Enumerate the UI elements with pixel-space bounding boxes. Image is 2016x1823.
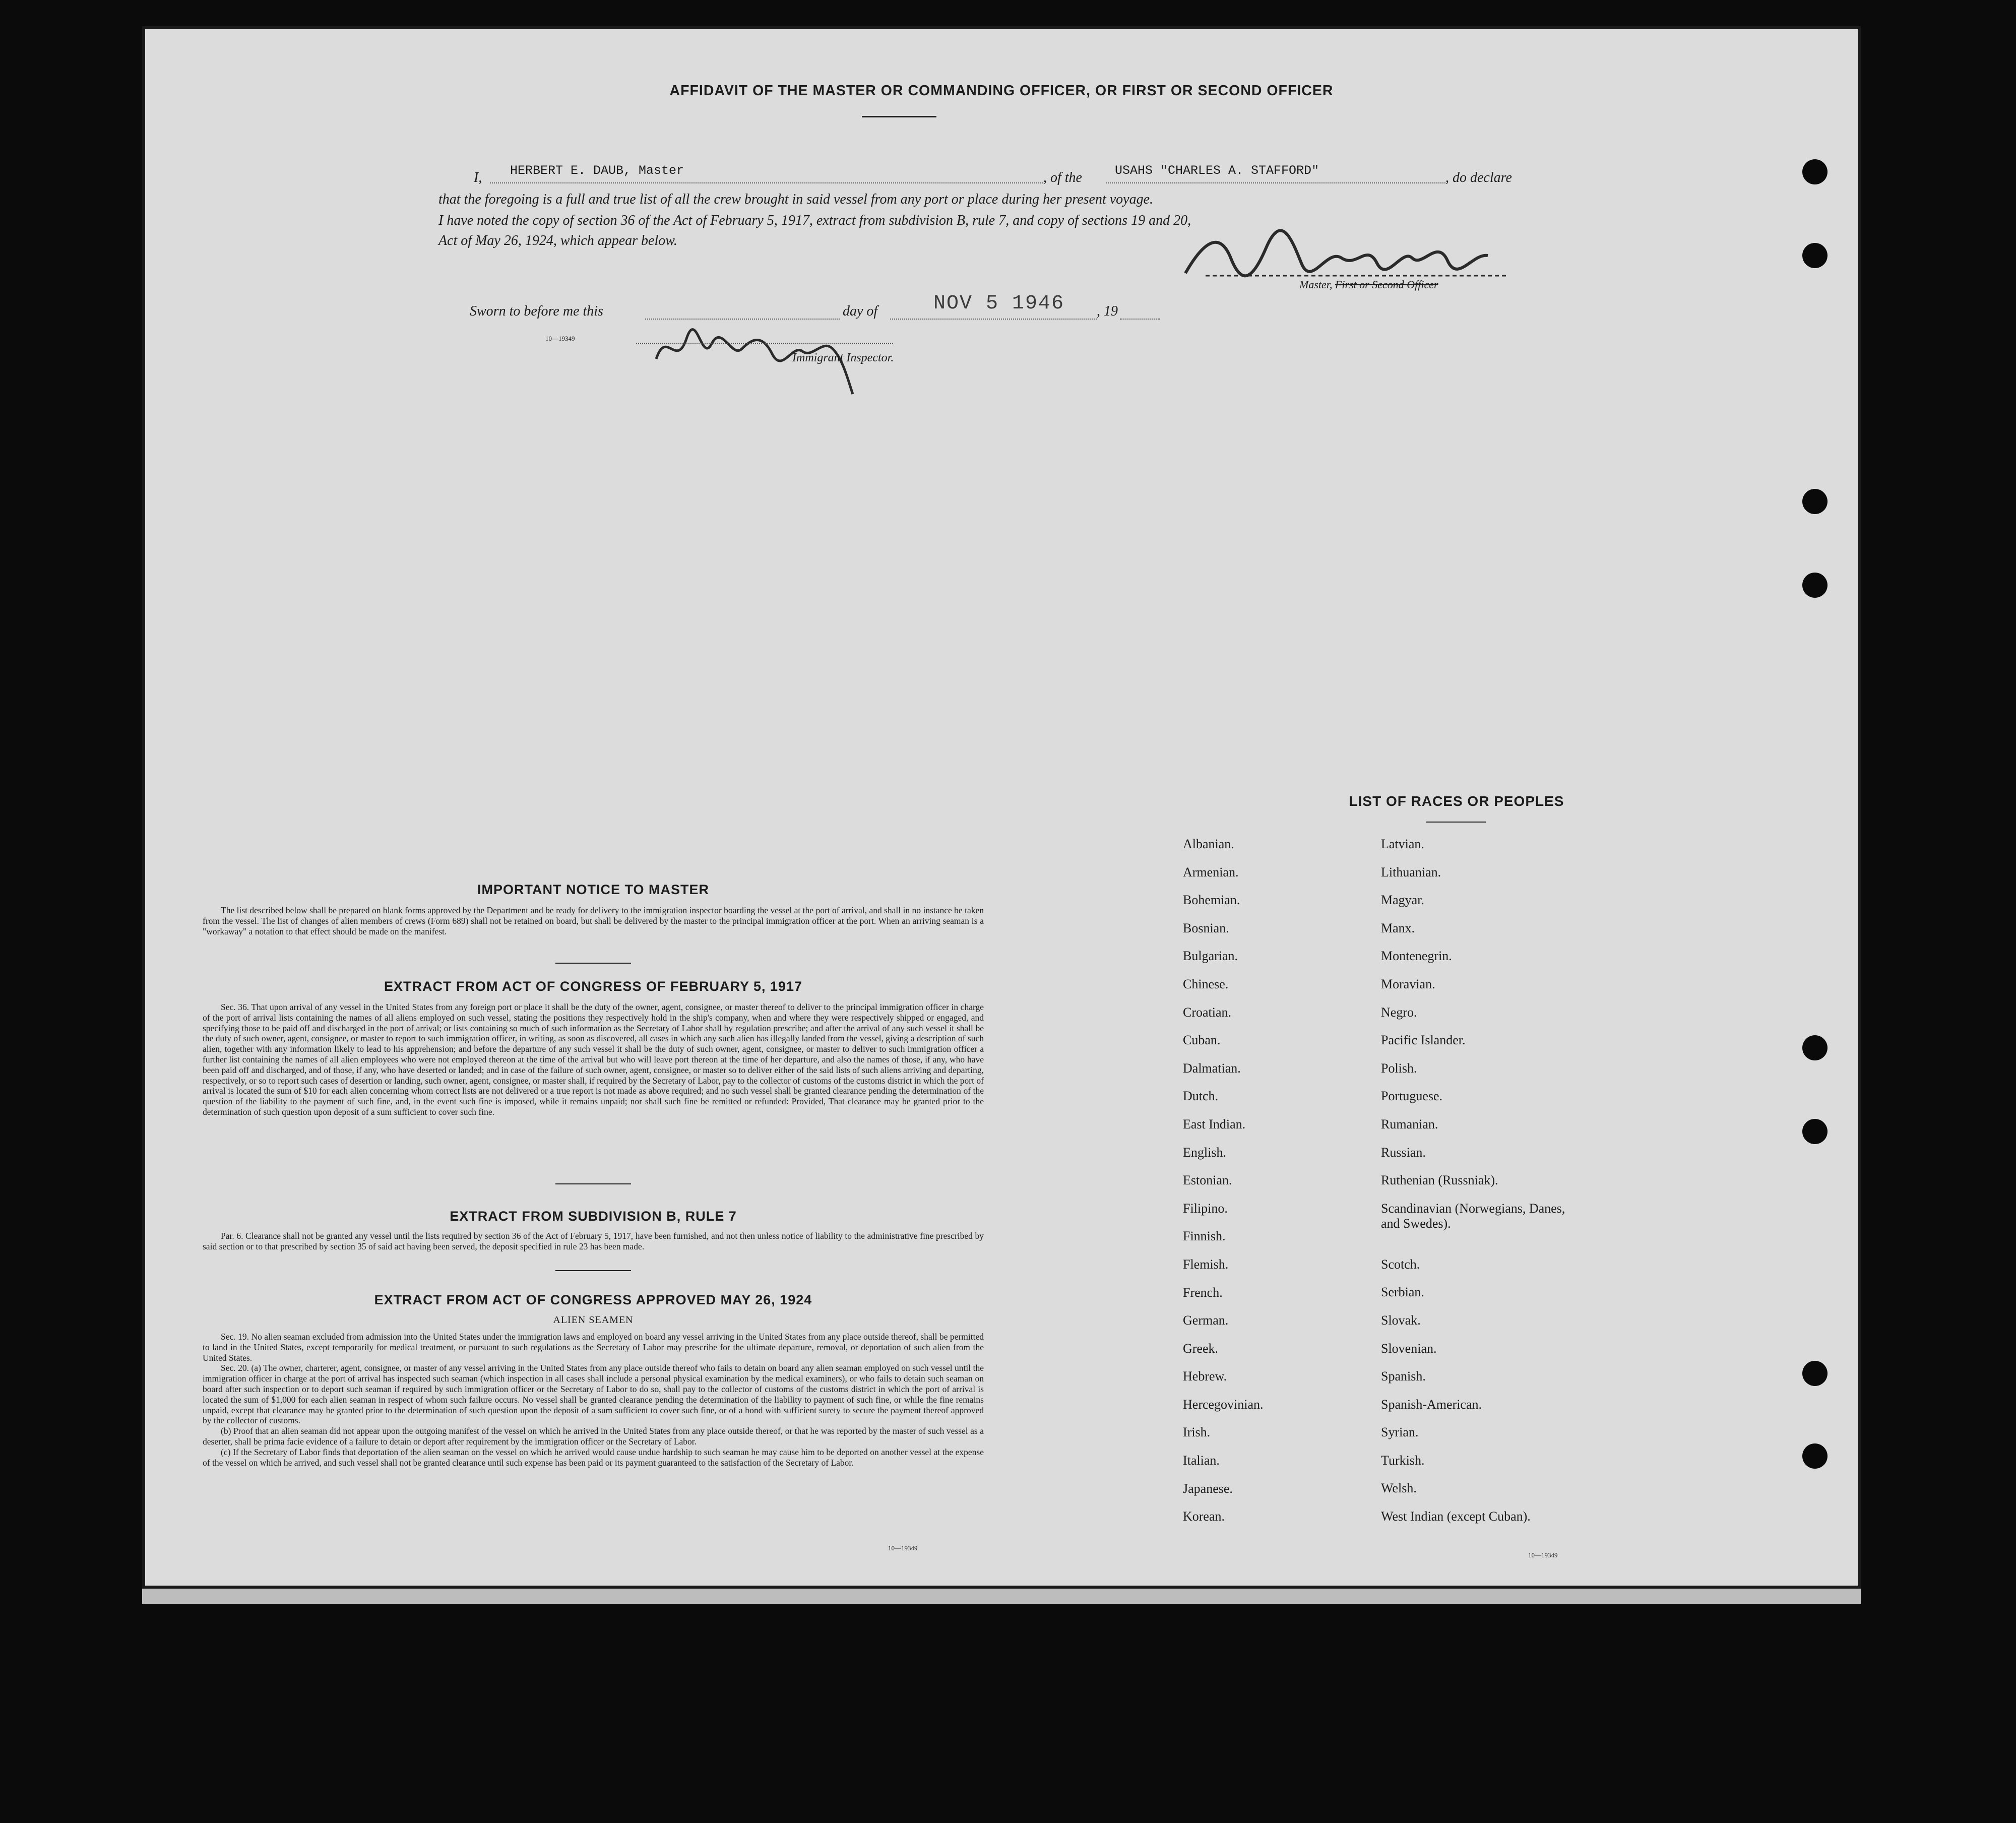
sworn-day-line <box>645 319 840 320</box>
binder-hole <box>1802 1361 1828 1386</box>
declarant-name: HERBERT E. DAUB, Master <box>510 163 684 178</box>
race-item: Spanish. <box>1381 1369 1426 1384</box>
sworn-month-line <box>890 319 1097 320</box>
affidavit-line-4: Act of May 26, 1924, which appear below. <box>438 233 677 248</box>
extract-1924-text <box>203 1332 984 1468</box>
race-item: Irish. <box>1183 1425 1211 1440</box>
do-declare-label: , do declare <box>1445 170 1512 185</box>
races-right-column <box>1381 837 1572 1537</box>
race-item: Armenian. <box>1183 864 1239 879</box>
race-item: Slovak. <box>1381 1312 1421 1328</box>
race-item: Cuban. <box>1183 1033 1221 1048</box>
race-item: English. <box>1183 1145 1226 1160</box>
race-item: Estonian. <box>1183 1173 1232 1188</box>
declarant-line <box>490 182 1043 183</box>
extract-1917-text <box>203 1002 984 1117</box>
divider <box>862 116 936 117</box>
race-item: Portuguese. <box>1381 1089 1443 1104</box>
par-6-paragraph: Par. 6. Clearance shall not be granted any vessel until the lists required by section 36 of the Act of February 5, 1917, have been furnished, and not then unless notice of liability to the administrative fine prescribed by said section or to that prescribed by section 35 of said act having been served, the deposit specified in rule 23 has been made. <box>203 1231 984 1251</box>
extract-rule7-title: EXTRACT FROM SUBDIVISION B, RULE 7 <box>450 1209 737 1224</box>
sheet-bottom-edge <box>142 1589 1861 1604</box>
race-item: Ruthenian (Russniak). <box>1381 1173 1498 1188</box>
extract-1917-title: EXTRACT FROM ACT OF CONGRESS OF FEBRUARY 5, 1917 <box>384 979 803 994</box>
day-of-label: day of <box>843 303 878 319</box>
race-item: Flemish. <box>1183 1256 1229 1272</box>
race-item: Bosnian. <box>1183 920 1229 935</box>
race-item: Croatian. <box>1183 1004 1232 1020</box>
extract-rule7-text <box>203 1231 984 1252</box>
race-item: Bulgarian. <box>1183 949 1238 964</box>
race-item: Dutch. <box>1183 1089 1219 1104</box>
affidavit-line-3: I have noted the copy of section 36 of the Act of February 5, 1917, extract from subdivision B, rule 7, and copy of sections 19 and 20, <box>438 213 1191 228</box>
notice-title: IMPORTANT NOTICE TO MASTER <box>477 882 709 897</box>
binder-hole <box>1802 1443 1828 1469</box>
form-number-left: 10—19349 <box>888 1544 918 1552</box>
race-item: Finnish. <box>1183 1229 1226 1244</box>
notice-paragraph: The list described below shall be prepared on blank forms approved by the Department and be ready for delivery to the immigration inspector boarding the vessel at the port of arrival, and shall in no instance be taken from the vessel. The list of changes of alien members of crews (Form 689) shall not be retained on board, but shall be delivered by the master to the principal immigration officer at the port. When an arriving seaman is a "workaway" a notation to that effect should be made on the manifest. <box>203 905 984 936</box>
alien-seamen-subtitle: ALIEN SEAMEN <box>553 1314 634 1326</box>
race-item: West Indian (except Cuban). <box>1381 1509 1531 1524</box>
race-item: Spanish-American. <box>1381 1397 1482 1412</box>
race-item: East Indian. <box>1183 1116 1246 1131</box>
form-number-top: 10—19349 <box>545 335 575 342</box>
race-item: Polish. <box>1381 1060 1417 1076</box>
binder-hole <box>1802 159 1828 184</box>
date-stamp: NOV 5 1946 <box>933 292 1065 315</box>
inspector-caption: Immigrant Inspector. <box>792 351 894 364</box>
sec-36-paragraph: Sec. 36. That upon arrival of any vessel in the United States from any foreign port or place it shall be the duty of the owner, agent, consignee, or master thereof to deliver to the principal immigration officer in charge of the port of arrival lists containing the names of all aliens employed on such vessel, stating the positions they respectively hold in the ship's company, when and where they were respectively shipped or engaged, and specifying those to be paid off and discharged in the port of arrival; or lists containing so much of such information as the Secretary of Labor shall by regulation prescribe; and after the arrival of any such vessel it shall be the duty of such owner, agent, consignee, or master to report to such immigration officer, in writing, as soon as discovered, all cases in which any such alien has illegally landed from the vessel, giving a description of such alien, together with any information likely to lead to his apprehension; and before the departure of any such vessel it shall be the duty of such owner, agent, consignee, or master to deliver to such immigration officer a further list containing the names of all alien employees who were not employed thereon at the time of the arrival but who will leave port thereon at the time of her departure, and also the names of those, if any, who have been paid off and discharged, and of those, if any, who have deserted or landed; and in case of the failure of such owner, agent, consignee, or master so to deliver either of the said lists of such aliens arriving and departing, respectively, or so to report such cases of desertion or landing, such owner, agent, consignee, or master shall, if required by the Secretary of Labor, pay to the collector of customs of the customs district in which the port of arrival is located the sum of $10 for each alien concerning whom correct lists are not delivered or a true report is not made as above required; and no such vessel shall be granted clearance pending the determination of the question of the liability to the payment of such fine, and, in the event such fine is imposed, while it remains unpaid; nor shall such fine be remitted or refunded: Provided, That clearance may be granted prior to the determination of such question upon deposit of a sum sufficient to cover such fine. <box>203 1002 984 1117</box>
binder-hole <box>1802 573 1828 598</box>
master-label: Master, <box>1299 278 1333 291</box>
race-item: Pacific Islander. <box>1381 1033 1466 1048</box>
binder-hole <box>1802 1035 1828 1060</box>
race-item: Serbian. <box>1381 1285 1424 1300</box>
document-page <box>142 26 1861 1589</box>
race-item: Korean. <box>1183 1509 1225 1524</box>
sec-20a-paragraph: Sec. 20. (a) The owner, charterer, agent, consignee, or master of any vessel arriving in the United States from any place outside thereof who fails to detain on board any alien seaman employed on such vessel until the immigration officer in charge at the port of arrival has inspected such seaman (which inspection in all cases shall include a personal physical examination by the medical examiners), or who fails to detain such seaman on board after such inspection or to deport such seaman if required by such immigration officer or the Secretary of Labor to do so, shall pay to the collector of customs of the customs district in which the port of arrival is located the sum of $1,000 for each alien seaman in respect of whom such failure occurs. No vessel shall be granted clearance pending the determination of the liability to payment of such fine, or while the fine remains unpaid, except that clearance may be granted prior to the determination of such question upon the deposit of a sum sufficient to cover such fine, or of a bond with sufficient surety to secure the payment thereof approved by the collector of customs. <box>203 1363 984 1426</box>
races-title: LIST OF RACES OR PEOPLES <box>1349 793 1564 809</box>
race-item: Negro. <box>1381 1004 1417 1020</box>
race-item: Slovenian. <box>1381 1341 1437 1356</box>
race-item: Filipino. <box>1183 1201 1228 1216</box>
race-item: Albanian. <box>1183 837 1234 851</box>
struck-officer-text: First or Second Officer <box>1335 278 1438 291</box>
vessel-name: USAHS "CHARLES A. STAFFORD" <box>1115 163 1319 178</box>
year-prefix: , 19 <box>1097 303 1118 319</box>
sec-19-paragraph: Sec. 19. No alien seaman excluded from admission into the United States under the immigration laws and employed on board any vessel arriving in the United States from any place outside thereof, shall be permitted to land in the United States, except temporarily for medical treatment, or pursuant to such regulations as the Secretary of Labor may prescribe for the ultimate departure, removal, or deportation of such alien from the United States. <box>203 1332 984 1363</box>
of-the-label: , of the <box>1043 170 1082 185</box>
affidavit-title: AFFIDAVIT OF THE MASTER OR COMMANDING OFFICER, OR FIRST OR SECOND OFFICER <box>669 83 1334 99</box>
race-item: Greek. <box>1183 1341 1219 1356</box>
race-item: Italian. <box>1183 1453 1220 1468</box>
race-item: Bohemian. <box>1183 893 1240 908</box>
race-item: German. <box>1183 1313 1229 1328</box>
binder-hole <box>1802 489 1828 514</box>
divider <box>555 1183 631 1184</box>
binder-hole <box>1802 1119 1828 1144</box>
binder-hole <box>1802 243 1828 268</box>
race-item: Chinese. <box>1183 976 1229 991</box>
race-item: Welsh. <box>1381 1481 1417 1496</box>
sec-20c-paragraph: (c) If the Secretary of Labor finds that deportation of the alien seaman on the vessel on which he arrived would cause undue hardship to such seaman he may cause him to be deported on another vessel at the expense of the vessel on which he arrived, and such vessel shall not be granted clearance until such expense has been paid or its payment guaranteed to the satisfaction of the Secretary of Labor. <box>203 1447 984 1468</box>
divider <box>555 963 631 964</box>
race-item: Manx. <box>1381 920 1415 935</box>
race-item: Hebrew. <box>1183 1369 1227 1384</box>
divider <box>555 1270 631 1271</box>
vessel-line <box>1106 182 1445 183</box>
race-item: Turkish. <box>1381 1453 1425 1468</box>
race-item: French. <box>1183 1285 1223 1300</box>
race-item: Magyar. <box>1381 893 1424 908</box>
race-item: Montenegrin. <box>1381 949 1452 964</box>
master-caption <box>1299 278 1438 291</box>
sec-20b-paragraph: (b) Proof that an alien seaman did not appear upon the outgoing manifest of the vessel on which he arrived in the United States from any place outside thereof, or that he was reported by the master of such vessel as a deserter, shall be prima facie evidence of a failure to detain or deport after requirement by the immigration officer or the Secretary of Labor. <box>203 1426 984 1447</box>
divider <box>1426 822 1486 823</box>
race-item: Scotch. <box>1381 1256 1420 1272</box>
extract-1924-title: EXTRACT FROM ACT OF CONGRESS APPROVED MAY 26, 1924 <box>374 1292 812 1307</box>
race-item: Japanese. <box>1183 1481 1233 1496</box>
race-item: Lithuanian. <box>1381 864 1441 879</box>
races-left-column <box>1183 837 1264 1537</box>
sworn-label: Sworn to before me this <box>470 303 603 319</box>
race-item: Dalmatian. <box>1183 1060 1241 1076</box>
affidavit-line-2: that the foregoing is a full and true list of all the crew brought in said vessel from any port or place during her present voyage. <box>438 192 1154 207</box>
i-label: I, <box>474 170 482 185</box>
race-item: Hercegovinian. <box>1183 1397 1264 1412</box>
race-item: Rumanian. <box>1381 1116 1438 1131</box>
year-line <box>1120 319 1160 320</box>
form-number-right: 10—19349 <box>1528 1551 1558 1559</box>
notice-text <box>203 905 984 936</box>
race-item: Syrian. <box>1381 1425 1419 1440</box>
race-item: Russian. <box>1381 1145 1426 1160</box>
race-item: Scandinavian (Norwegians, Danes, and Swedes). <box>1381 1201 1565 1231</box>
race-item: Latvian. <box>1381 837 1424 851</box>
race-item: Moravian. <box>1381 976 1435 991</box>
inspector-line <box>636 343 893 344</box>
